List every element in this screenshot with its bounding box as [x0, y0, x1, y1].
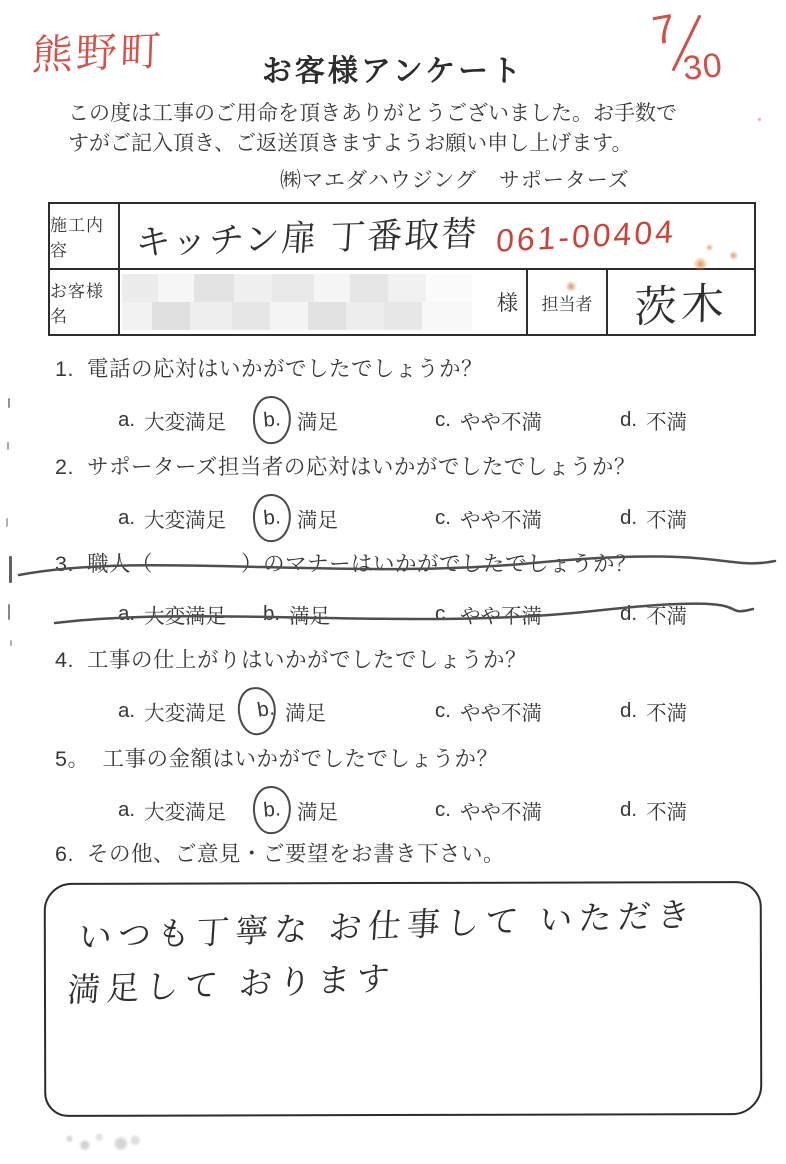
- option-c: [435, 405, 620, 435]
- option-letter: b.: [262, 797, 282, 822]
- option-label: 満足: [297, 411, 338, 434]
- option-label: 大変満足: [144, 605, 227, 628]
- question-1-options: [55, 404, 761, 436]
- option-label: 満足: [289, 605, 331, 628]
- question-2-options: [55, 502, 761, 534]
- option-letter: c.: [435, 798, 451, 821]
- option-letter: b.: [263, 602, 281, 625]
- option-b: [263, 599, 435, 629]
- option-c: [435, 795, 620, 825]
- date-day: 30: [681, 46, 725, 88]
- option-letter: d.: [620, 798, 638, 821]
- redaction-pixels: [122, 274, 472, 302]
- construction-value-handwriting: キッチン扉 丁番取替: [134, 214, 480, 263]
- question-text: 電話の応対はいかがでしたでしょうか？: [86, 357, 483, 381]
- option-c: [435, 599, 620, 629]
- option-label: 大変満足: [144, 702, 227, 725]
- question-block-4: [55, 643, 761, 727]
- scan-edge-artifact: [9, 556, 12, 583]
- intro-line-2: すがご記入頂き、ご返送頂きますようお願い申し上げます。: [68, 132, 633, 155]
- option-label: 不満: [646, 605, 688, 628]
- option-letter: b.: [255, 696, 277, 722]
- comment-box: [44, 881, 763, 1117]
- question-1-text: [55, 352, 761, 383]
- option-letter: d.: [620, 408, 638, 431]
- option-letter: a.: [118, 408, 136, 431]
- scan-edge-artifact: [7, 442, 9, 450]
- orange-ink-smudge: [706, 243, 713, 252]
- comment-handwriting-line-1: いつも丁寧な お仕事して いただき: [77, 895, 698, 956]
- option-d: [620, 696, 687, 726]
- option-label: 不満: [646, 702, 688, 725]
- question-text: サポーターズ担当者の応対はいかがでしたでしょうか？: [86, 455, 636, 479]
- question-number: 2.: [55, 455, 74, 479]
- option-d: [620, 503, 687, 533]
- option-label: やや不満: [459, 411, 542, 434]
- area-stamp-handwriting: 熊野町: [31, 27, 165, 79]
- option-label: 不満: [646, 509, 688, 532]
- option-letter: d.: [620, 699, 638, 722]
- option-label: 大変満足: [144, 411, 227, 434]
- construction-content-cell: [120, 204, 754, 268]
- date-stamp-handwriting: [645, 4, 765, 99]
- honorific-label: 様: [497, 292, 518, 315]
- question-number: 3.: [55, 552, 74, 576]
- question-number: 5。: [55, 747, 90, 771]
- option-letter: c.: [435, 699, 451, 722]
- option-label: 満足: [297, 801, 338, 824]
- option-letter: d.: [620, 602, 638, 625]
- option-b-selected: [263, 502, 435, 534]
- question-text: その他、ご意見・ご要望をお書き下さい。: [86, 842, 505, 866]
- option-letter: c.: [435, 408, 451, 431]
- scan-edge-artifact: [6, 518, 8, 527]
- option-d: [620, 795, 687, 825]
- question-4-text: [55, 643, 761, 674]
- option-b-selected: [263, 794, 435, 826]
- staff-name-handwriting: 茨木: [633, 278, 729, 333]
- option-label: やや不満: [459, 702, 542, 725]
- question-block-5: [55, 742, 761, 826]
- staff-label: 担当者: [528, 270, 608, 334]
- option-label: 満足: [285, 702, 326, 725]
- intro-line-1: この度は工事のご用命を頂きありがとうございました。お手数で: [68, 102, 677, 125]
- intro-text: [68, 99, 677, 159]
- handwritten-answer-circle: [251, 784, 293, 835]
- form-title: お客様アンケート: [261, 55, 525, 88]
- question-number: 6.: [55, 842, 74, 866]
- question-block-1: [55, 352, 761, 436]
- scan-edge-artifact: [8, 604, 10, 620]
- construction-label: 施工内容: [50, 204, 120, 268]
- construction-row: [50, 204, 754, 270]
- option-letter: b.: [262, 407, 282, 432]
- question-text: 工事の仕上がりはいかがでしたでしょうか？: [86, 648, 527, 672]
- scan-smudge: [56, 1126, 146, 1158]
- option-letter: a.: [118, 699, 136, 722]
- staff-name-cell: [608, 270, 754, 334]
- question-3-text: [55, 547, 761, 578]
- company-name: ㈱マエダハウジング サポーターズ: [280, 169, 630, 192]
- customer-name-redacted: [122, 274, 472, 330]
- option-a: [118, 503, 263, 533]
- option-letter: d.: [620, 506, 638, 529]
- option-label: 大変満足: [144, 801, 227, 824]
- handwritten-answer-circle: [251, 394, 293, 445]
- option-label: 大変満足: [144, 509, 227, 532]
- option-label: 不満: [646, 801, 688, 824]
- option-c: [435, 696, 620, 726]
- date-month: 7: [649, 6, 679, 54]
- order-number-handwriting: 061-00404: [495, 212, 678, 259]
- option-letter: a.: [118, 602, 136, 625]
- customer-name-label: お客様名: [50, 270, 120, 334]
- question-number: 4.: [55, 648, 74, 672]
- question-5-options: [55, 794, 761, 826]
- redaction-pixels: [122, 302, 472, 330]
- info-table: [48, 202, 756, 336]
- option-b-selected: [255, 695, 435, 727]
- question-text: 工事の金額はいかがでしたでしょうか？: [102, 747, 499, 771]
- question-2-text: [55, 450, 761, 481]
- option-label: やや不満: [459, 801, 542, 824]
- option-letter: a.: [118, 798, 136, 821]
- option-d: [620, 599, 687, 629]
- option-letter: c.: [435, 602, 451, 625]
- option-label: 不満: [646, 411, 688, 434]
- option-a: [118, 405, 263, 435]
- option-d: [620, 405, 687, 435]
- option-letter: b.: [262, 505, 282, 530]
- question-3-options: [55, 599, 761, 629]
- handwritten-answer-circle: [234, 684, 279, 737]
- option-b-selected: [263, 404, 435, 436]
- handwritten-answer-circle: [251, 492, 293, 543]
- question-4-options: [55, 695, 761, 727]
- option-letter: c.: [435, 506, 451, 529]
- question-block-2: [55, 450, 761, 534]
- scan-edge-artifact: [10, 640, 12, 646]
- option-label: 満足: [297, 509, 338, 532]
- orange-ink-smudge: [729, 250, 738, 261]
- option-label: やや不満: [459, 605, 542, 628]
- option-label: やや不満: [459, 509, 542, 532]
- option-c: [435, 503, 620, 533]
- question-text: 職人（ ）のマナーはいかがでしたでしょうか？: [86, 552, 637, 576]
- question-number: 1.: [55, 357, 74, 381]
- question-6-text: [55, 837, 761, 868]
- question-5-text: [55, 742, 761, 773]
- option-a: [118, 795, 263, 825]
- question-block-6: [55, 837, 761, 868]
- comment-handwriting-line-2: 満足して おります: [66, 959, 397, 1009]
- option-a: [118, 599, 263, 629]
- customer-row: [50, 270, 754, 334]
- option-letter: a.: [118, 506, 136, 529]
- question-block-3-struck-out: [55, 547, 761, 629]
- customer-name-cell: [120, 270, 528, 334]
- red-ink-speck: [757, 117, 762, 122]
- scan-edge-artifact: [8, 398, 10, 408]
